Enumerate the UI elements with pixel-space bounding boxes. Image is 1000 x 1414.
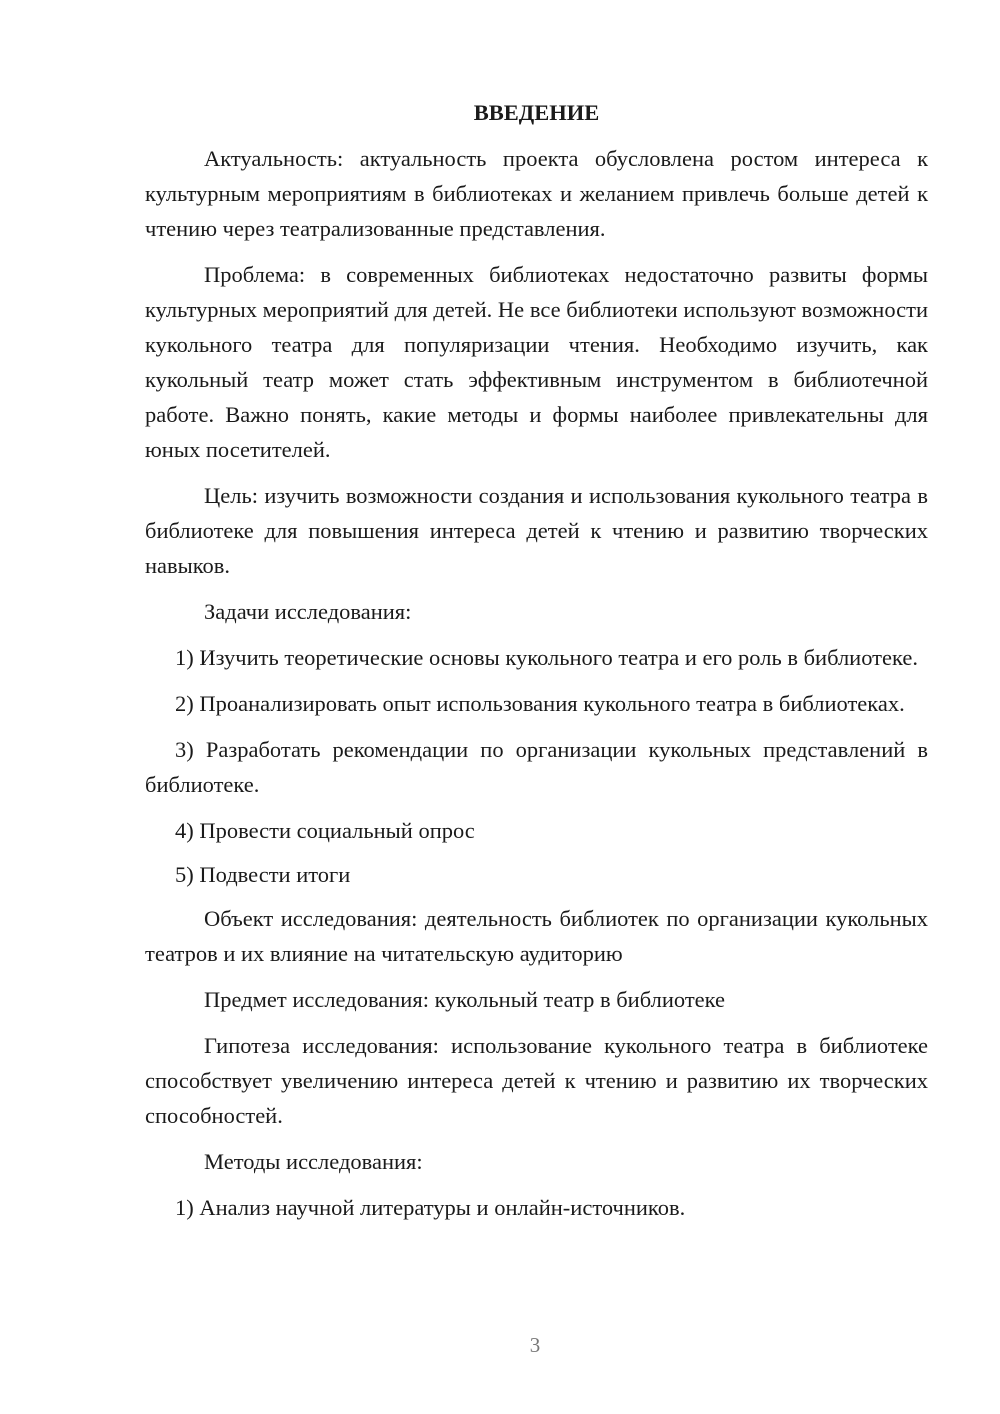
object-paragraph: Объект исследования: деятельность библиотек по организации кукольных театров и их влияние на читательскую аудиторию: [145, 906, 928, 966]
goal-paragraph: Цель: изучить возможности создания и использования кукольного театра в библиотеке для повышения интереса детей к чтению и развитию творческих навыков.: [145, 483, 928, 578]
methods-heading: Методы исследования:: [204, 1149, 423, 1174]
hypothesis-paragraph: Гипотеза исследования: использование кукольного театра в библиотеке способствует увеличению интереса детей к чтению и развитию их творческих способностей.: [145, 1033, 928, 1128]
task-item-2: 2) Проанализировать опыт использования кукольного театра в библиотеках.: [175, 691, 905, 716]
task-item-1: 1) Изучить теоретические основы кукольного театра и его роль в библиотеке.: [175, 645, 918, 670]
task-item-4: 4) Провести социальный опрос: [175, 818, 475, 843]
tasks-heading: Задачи исследования:: [204, 599, 412, 624]
document-page: [145, 95, 928, 1236]
relevance-paragraph: Актуальность: актуальность проекта обусловлена ростом интереса к культурным мероприятиям в библиотеках и желанием привлечь больше детей к чтению через театрализованные представления.: [145, 146, 928, 241]
method-item-1: 1) Анализ научной литературы и онлайн-источников.: [175, 1195, 686, 1220]
subject-paragraph: Предмет исследования: кукольный театр в библиотеке: [204, 987, 725, 1012]
page-number: 3: [529, 1333, 541, 1357]
problem-paragraph: Проблема: в современных библиотеках недостаточно развиты формы культурных мероприятий для детей. Не все библиотеки используют возможности кукольного театра для популяризации чтения. Необходимо изучить, как кукольный театр может стать эффективным инструментом в библиотечной работе. Важно понять, какие методы и формы наиболее привлекательны для юных посетителей.: [145, 262, 928, 462]
section-title: ВВЕДЕНИЕ: [473, 100, 600, 125]
task-item-5: 5) Подвести итоги: [175, 862, 351, 887]
task-item-3: 3) Разработать рекомендации по организации кукольных представлений в библиотеке.: [145, 737, 928, 797]
